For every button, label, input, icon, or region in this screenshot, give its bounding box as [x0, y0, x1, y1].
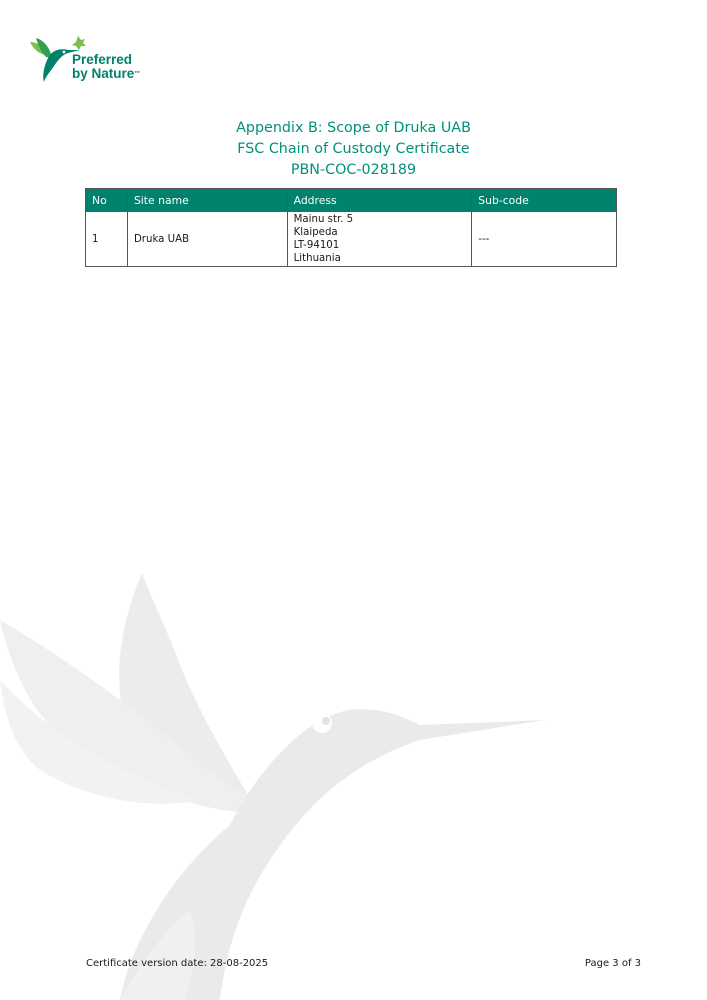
- header-no: No: [86, 189, 128, 212]
- certificate-version-date: Certificate version date: 28-08-2025: [86, 958, 269, 969]
- header-site-name: Site name: [127, 189, 287, 212]
- address-line: LT-94101: [293, 240, 340, 251]
- cell-address: [287, 212, 472, 267]
- scope-table: [85, 188, 617, 267]
- table-header-row: [86, 189, 617, 212]
- hummingbird-watermark-icon: [0, 565, 707, 1000]
- header-address: Address: [287, 189, 472, 212]
- brand-wordmark: [72, 53, 140, 81]
- cell-sub-code: ---: [472, 212, 617, 267]
- address-line: Mainu str. 5: [293, 214, 354, 225]
- table-row: [86, 212, 617, 267]
- certificate-code: PBN-COC-028189: [290, 162, 417, 178]
- cell-site-name: Druka UAB: [127, 212, 287, 267]
- page-number: Page 3 of 3: [584, 958, 641, 969]
- title-line-2: FSC Chain of Custody Certificate: [237, 141, 470, 157]
- header-sub-code: Sub-code: [472, 189, 617, 212]
- document-title: [0, 118, 707, 181]
- address-line: Klaipeda: [293, 227, 338, 238]
- brand-logo: [28, 30, 158, 88]
- cell-no: 1: [86, 212, 128, 267]
- brand-line-2: by Nature: [72, 66, 135, 81]
- trademark: ™: [134, 71, 141, 77]
- brand-line-1: Preferred: [72, 52, 133, 67]
- address-line: Lithuania: [293, 253, 341, 264]
- title-line-1: Appendix B: Scope of Druka UAB: [236, 120, 471, 136]
